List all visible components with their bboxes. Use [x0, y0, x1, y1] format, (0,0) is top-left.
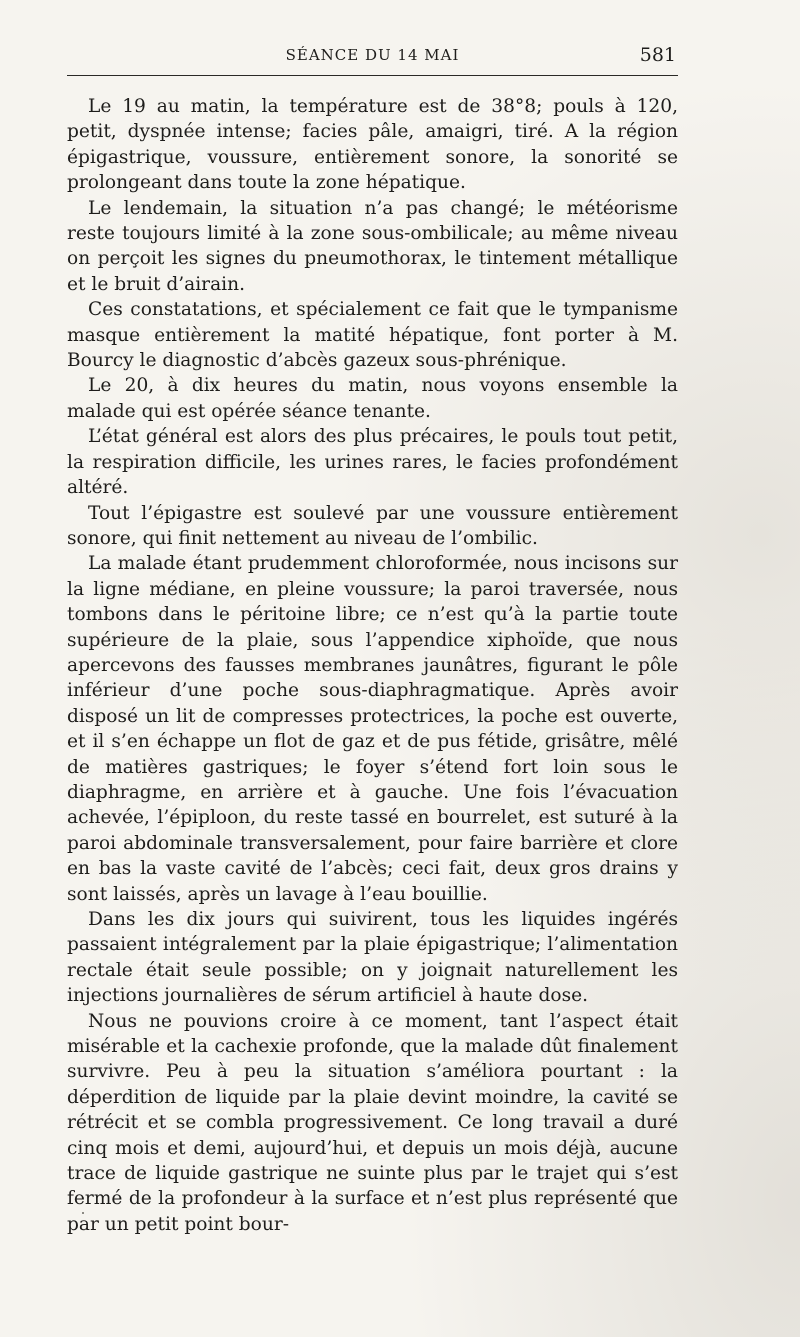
- paragraph: Nous ne pouvions croire à ce moment, tant l’aspect était misérable et la cachexie profonde, que la malade dût finalement survivre. Peu à peu la situation s’améliora pourtant : la déperdition de liquide par la plaie devint moindre, la cavité se rétrécit et se combla progressivement. Ce long travail a duré cinq mois et demi, aujourd’hui, et depuis un mois déjà, aucune trace de liquide gastrique ne suinte plus par le trajet qui s’est fermé de la profondeur à la surface et n’est plus représenté que par un petit point bour-: [67, 1010, 678, 1235]
- header-rule: [67, 75, 678, 76]
- paragraph: L’état général est alors des plus précaires, le pouls tout petit, la respiration difficile, les urines rares, le facies profondément altéré.: [67, 426, 678, 499]
- running-head: [67, 40, 678, 70]
- paragraph: Le 20, à dix heures du matin, nous voyons ensemble la malade qui est opérée séance tenante.: [67, 375, 678, 422]
- paragraph: Le lendemain, la situation n’a pas changé; le météorisme reste toujours limité à la zone sous-ombilicale; au même niveau on perçoit les signes du pneumothorax, le tintement métallique et le bruit d’airain.: [67, 197, 678, 295]
- page-number: 581: [639, 44, 676, 66]
- paragraph: Dans les dix jours qui suivirent, tous les liquides ingérés passaient intégralement par la plaie épigastrique; l’alimentation rectale était seule possible; on y joignait naturellement les injections journalières de sérum artificiel à haute dose.: [67, 909, 678, 1007]
- print-speck: [82, 1212, 84, 1214]
- body-text: [67, 94, 678, 1237]
- paragraph: Tout l’épigastre est soulevé par une voussure entièrement sonore, qui finit nettement au niveau de l’ombilic.: [67, 502, 678, 549]
- paragraph: Le 19 au matin, la température est de 38°8; pouls à 120, petit, dyspnée intense; facies pâle, amaigri, tiré. A la région épigastrique, voussure, entièrement sonore, la sonorité se prolongeant dans toute la zone hépatique.: [67, 96, 678, 194]
- running-title: SÉANCE DU 14 MAI: [285, 46, 460, 64]
- paragraph: Ces constatations, et spécialement ce fait que le tympanisme masque entièrement la matité hépatique, font porter à M. Bourcy le diagnostic d’abcès gazeux sous-phrénique.: [67, 299, 678, 372]
- paragraph: La malade étant prudemment chloroformée, nous incisons sur la ligne médiane, en pleine voussure; la paroi traversée, nous tombons dans le péritoine libre; ce n’est qu’à la partie toute supérieure de la plaie, sous l’appendice xiphoïde, que nous apercevons des fausses membranes jaunâtres, figurant le pôle inférieur d’une poche sous-diaphragmatique. Après avoir disposé un lit de compresses protectrices, la poche est ouverte, et il s’en échappe un flot de gaz et de pus fétide, grisâtre, mêlé de matières gastriques; le foyer s’étend fort loin sous le diaphragme, en arrière et à gauche. Une fois l’évacuation achevée, l’épiploon, du reste tassé en bourrelet, est suturé à la paroi abdominale transversalement, pour faire barrière et clore en bas la vaste cavité de l’abcès; ceci fait, deux gros drains y sont laissés, après un lavage à l’eau bouillie.: [67, 553, 678, 905]
